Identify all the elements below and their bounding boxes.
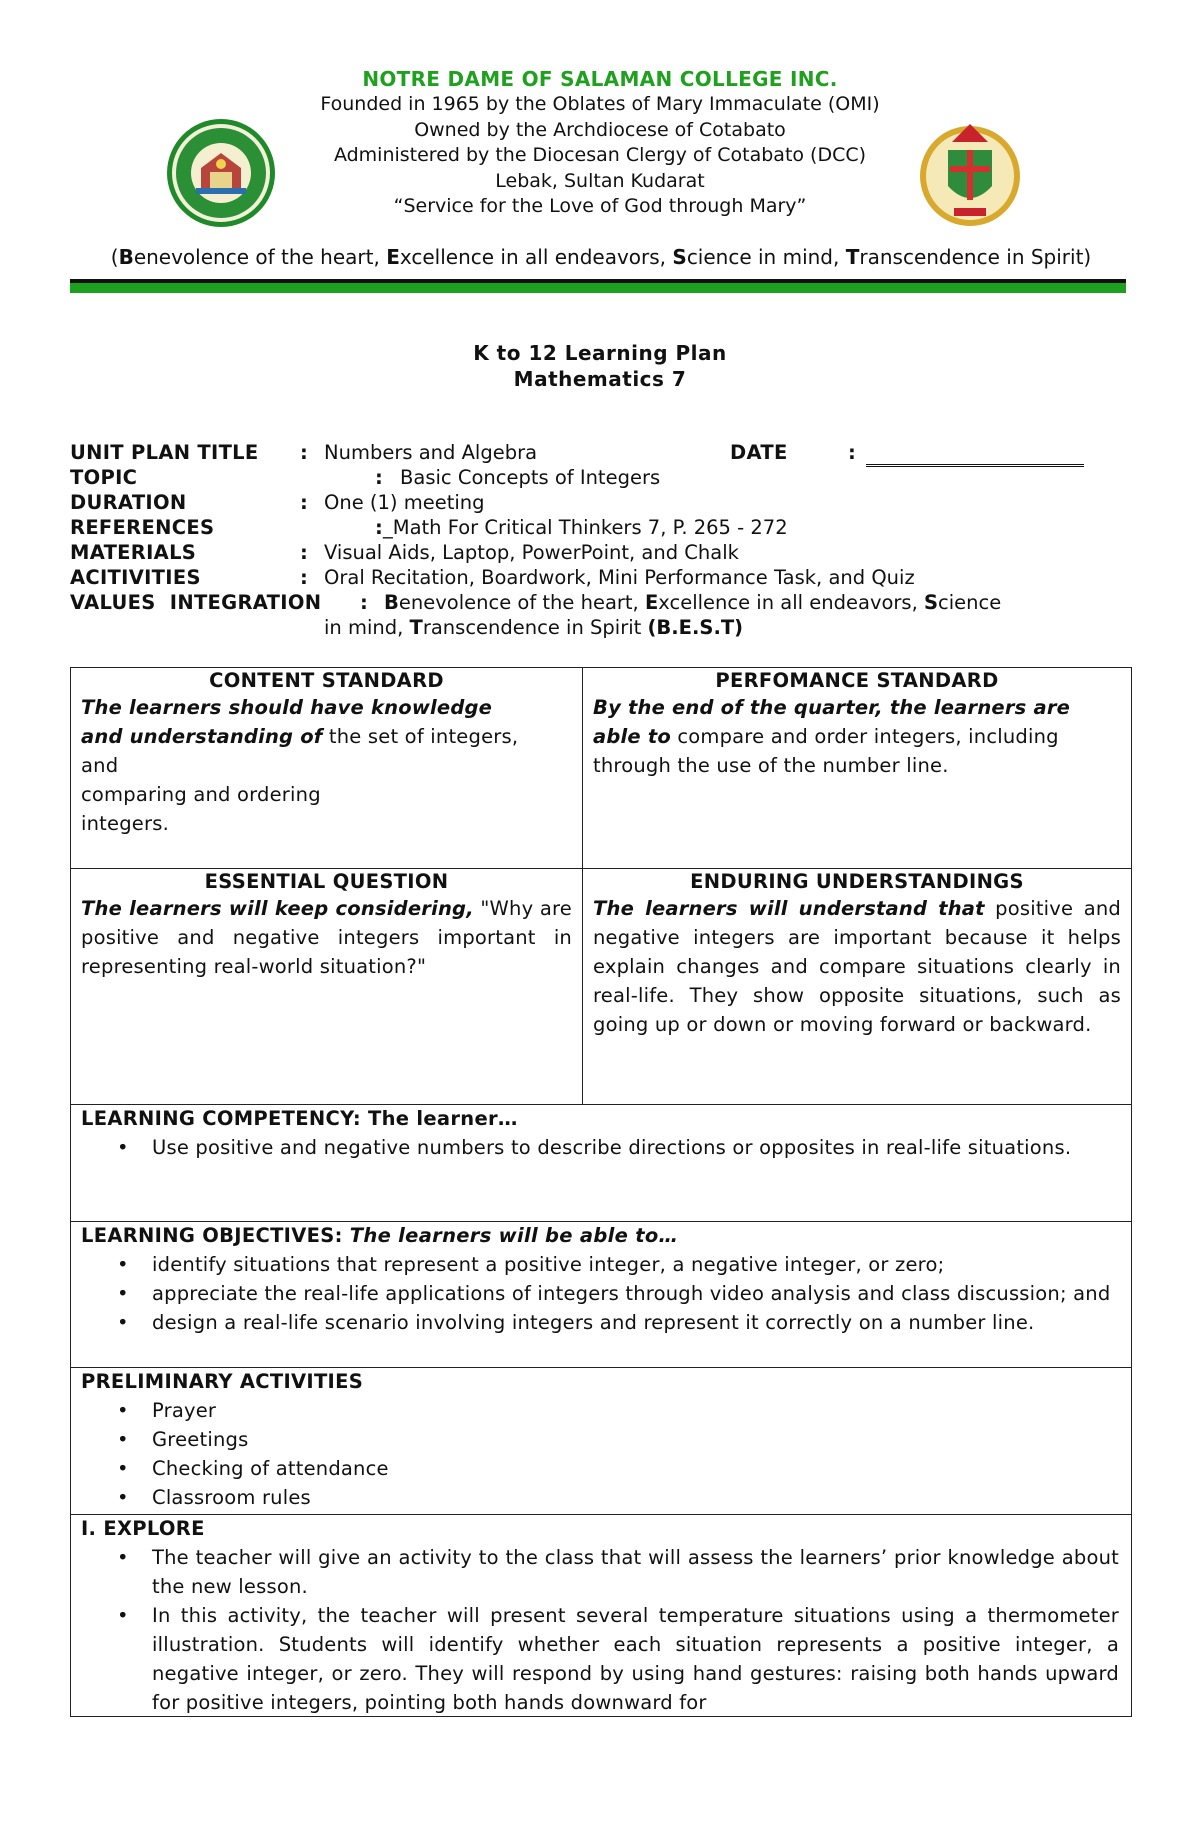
owned-line: Owned by the Archdiocese of Cotabato [414, 118, 786, 141]
performance-standard-cell: PERFOMANCE STANDARD By the end of the quarter, the learners are able to compare and order integers, including through the use of the number line. [583, 668, 1131, 868]
standards-row [71, 668, 1131, 868]
info-row-values-cont: in mind, Transcendence in Spirit (B.E.S.T) [324, 616, 744, 639]
competency-list [71, 1133, 1131, 1162]
list-item: • In this activity, the teacher will present several temperature situations using a thermometer illustration. Students will identify whether each situation represents a positive integer, a negative integer, or zero. They will respond by using hand gestures: raising both hands upward for positive integers, pointing both hands downward for [71, 1601, 1131, 1716]
explore-title: I. EXPLORE [81, 1517, 205, 1540]
plan-title: K to 12 Learning Plan [473, 341, 727, 365]
questions-row [71, 868, 1131, 1104]
school-name: NOTRE DAME OF SALAMAN COLLEGE INC. [362, 67, 838, 91]
learning-plan-table [70, 667, 1132, 1717]
header-divider-bar [70, 279, 1126, 293]
info-row-materials: MATERIALS : Visual Aids, Laptop, PowerPoint, and Chalk [70, 541, 739, 564]
plan-subject: Mathematics 7 [513, 367, 687, 391]
performance-standard-header: PERFOMANCE STANDARD [715, 669, 999, 692]
competency-row [71, 1104, 1131, 1221]
explore-row [71, 1514, 1131, 1716]
explore-list [71, 1543, 1131, 1716]
list-item: • Classroom rules [71, 1483, 1131, 1512]
objectives-title: LEARNING OBJECTIVES: The learners will be able to… [81, 1224, 679, 1247]
enduring-understandings-header: ENDURING UNDERSTANDINGS [690, 870, 1024, 893]
competency-title: LEARNING COMPETENCY: The learner… [81, 1107, 518, 1130]
location-line: Lebak, Sultan Kudarat [495, 169, 705, 192]
info-row-activities: ACITIVITIES : Oral Recitation, Boardwork, Mini Performance Task, and Quiz [70, 566, 915, 589]
list-item: • appreciate the real-life applications of integers through video analysis and class discussion; and [71, 1279, 1131, 1308]
list-item: • Use positive and negative numbers to describe directions or opposites in real-life situations. [71, 1133, 1131, 1162]
preliminary-row [71, 1367, 1131, 1514]
list-item: • identify situations that represent a positive integer, a negative integer, or zero; [71, 1250, 1131, 1279]
objectives-list [71, 1250, 1131, 1337]
date-label: DATE [730, 441, 788, 464]
essential-question-cell: ESSENTIAL QUESTION The learners will keep considering, "Why are positive and negative integers important in representing real-world situation?" [71, 869, 583, 1104]
list-item: • Checking of attendance [71, 1454, 1131, 1483]
content-standard-header: CONTENT STANDARD [209, 669, 444, 692]
administered-line: Administered by the Diocesan Clergy of Cotabato (DCC) [333, 144, 867, 166]
school-header [70, 66, 1130, 220]
enduring-understandings-cell: ENDURING UNDERSTANDINGS The learners will understand that positive and negative integers are important because it helps explain changes and compare situations clearly in real-life. They show opposite situations, such as going up or down or moving forward or backward. [583, 869, 1131, 1104]
motto-line: (Benevolence of the heart, Excellence in all endeavors, Science in mind, Transcendence in Spirit) [110, 245, 1092, 269]
info-row-references: REFERENCES : _Math For Critical Thinkers 7, P. 265 - 272 [70, 516, 788, 539]
info-row-topic: TOPIC : Basic Concepts of Integers [70, 466, 661, 489]
info-row-duration: DURATION : One (1) meeting [70, 491, 485, 514]
list-item: • design a real-life scenario involving integers and represent it correctly on a number line. [71, 1308, 1131, 1337]
list-item: • Greetings [71, 1425, 1131, 1454]
preliminary-list [71, 1396, 1131, 1512]
essential-question-header: ESSENTIAL QUESTION [204, 870, 449, 893]
list-item: • Prayer [71, 1396, 1131, 1425]
slogan-line: “Service for the Love of God through Mary” [393, 195, 807, 217]
preliminary-title: PRELIMINARY ACTIVITIES [81, 1370, 364, 1393]
info-row-values: VALUES INTEGRATION : Benevolence of the heart, Excellence in all endeavors, Science [70, 591, 1002, 614]
info-row-unit: UNIT PLAN TITLE : Numbers and Algebra DATE : [70, 441, 856, 464]
list-item: • The teacher will give an activity to the class that will assess the learners’ prior knowledge about the new lesson. [71, 1543, 1131, 1601]
content-standard-cell: CONTENT STANDARD The learners should have knowledge and understanding of the set of integers, and comparing and ordering integers. [71, 668, 583, 868]
plan-title-block [70, 340, 1130, 392]
objectives-row [71, 1221, 1131, 1367]
founded-line: Founded in 1965 by the Oblates of Mary Immaculate (OMI) [320, 93, 880, 115]
